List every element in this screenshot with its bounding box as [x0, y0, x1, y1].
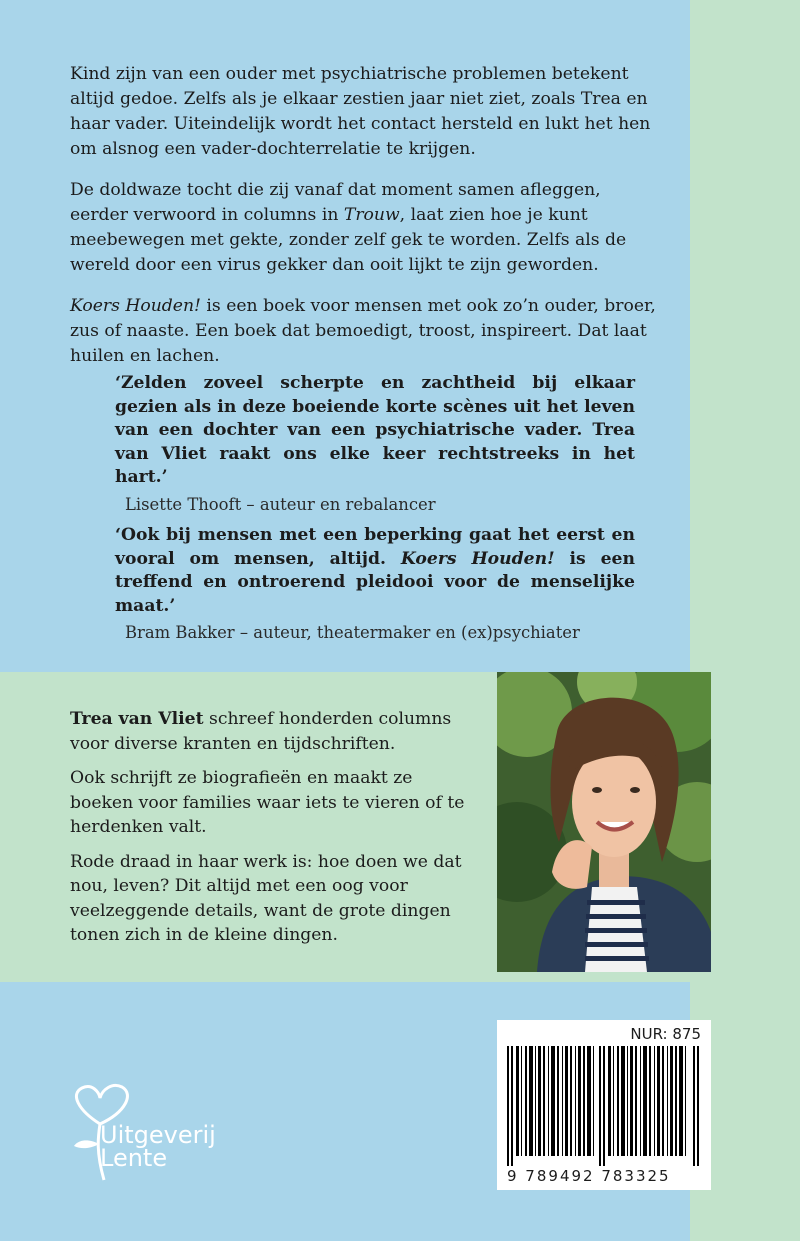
bio-paragraph-1: Trea van Vliet schreef honderden columns voor diverse kranten en tijdschriften. — [70, 709, 452, 754]
author-photo — [497, 672, 711, 972]
barcode-bars — [507, 1046, 701, 1166]
author-photo-illustration — [497, 672, 711, 972]
author-name: Trea van Vliet — [70, 709, 204, 729]
isbn-number: 9 789492 783325 — [507, 1167, 671, 1185]
book-title: Koers Houden! — [70, 296, 201, 316]
publisher-logo — [68, 1082, 216, 1182]
publisher-name-line-2: Lente — [100, 1144, 168, 1172]
blurb-paragraph-2: De doldwaze tocht die zij vanaf dat moment samen afleggen, eerder verwoord in columns in Trouw, laat zien hoe je kunt meebewegen met gekte, zonder zelf gek te worden. Zelfs als de wereld door een virus gekker dan ooit lijkt te zijn geworden. — [70, 180, 627, 275]
quote-1 — [115, 372, 635, 517]
quote-1-text: ‘Zelden zoveel scherpte en zachtheid bij elkaar gezien als in deze boeiende korte scènes uit het leven van een dochter van een psychiatrische vader. Trea van Vliet raakt ons elke keer rechtstreeks in het hart.’ — [115, 373, 635, 487]
nur-code: NUR: 875 — [630, 1025, 701, 1043]
quote-2-attribution: Bram Bakker – auteur, theatermaker en (ex)psychiater — [125, 623, 580, 642]
newspaper-title: Trouw — [343, 205, 400, 225]
blurb-paragraph-1: Kind zijn van een ouder met psychiatrische problemen betekent altijd gedoe. Zelfs als je elkaar zestien jaar niet ziet, zoals Trea en haar vader. Uiteindelijk wordt het contact hersteld en lukt het hen om alsnog een vader-dochterrelatie te krijgen. — [70, 64, 651, 159]
blurb-paragraph-3: Koers Houden! is een boek voor mensen met ook zo’n ouder, broer, zus of naaste. Een boek dat bemoedigt, troost, inspireert. Dat laat huilen en lachen. — [70, 296, 656, 366]
author-bio — [70, 707, 480, 958]
quote-2-text: ‘Ook bij mensen met een beperking gaat het eerst en vooral om mensen, altijd. Koers Houden! is een treffend en ontroerend pleidooi voor de menselijke maat.’ — [115, 525, 635, 616]
quote-2 — [115, 524, 635, 645]
bio-paragraph-2: Ook schrijft ze biografieën en maakt ze boeken voor families waar iets te vieren of te herdenken valt. — [70, 768, 465, 837]
book-title: Koers Houden! — [400, 548, 555, 569]
blurb — [70, 62, 660, 385]
publisher-name-line-1: Uitgeverij — [100, 1121, 216, 1149]
quote-1-attribution: Lisette Thooft – auteur en rebalancer — [125, 494, 436, 514]
barcode-box — [497, 1020, 711, 1190]
bio-paragraph-3: Rode draad in haar werk is: hoe doen we dat nou, leven? Dit altijd met een oog voor veelzeggende details, want de grote dingen tonen zich in de kleine dingen. — [70, 851, 462, 945]
